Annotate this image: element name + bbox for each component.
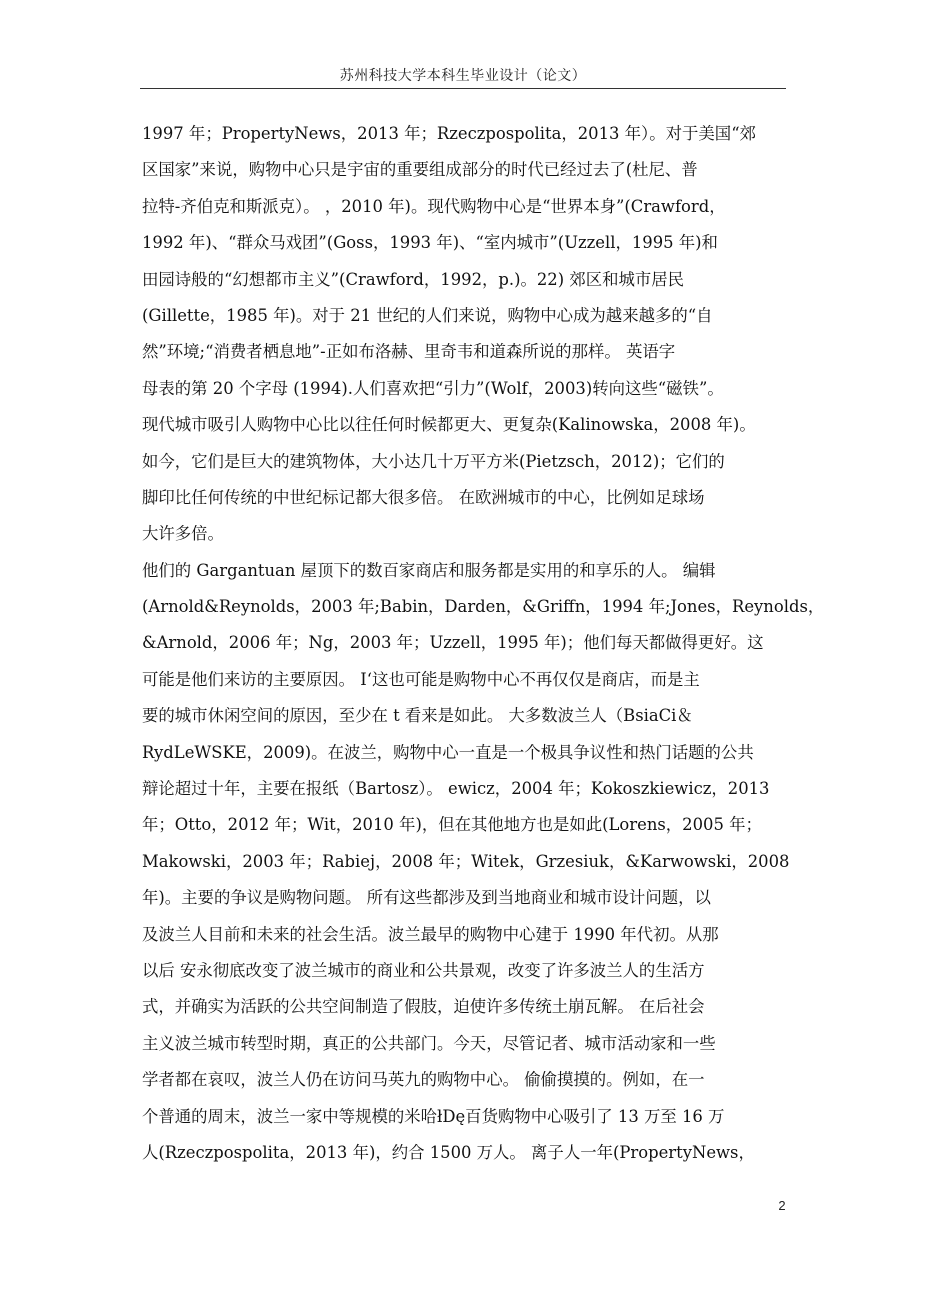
text-line: 式，并确实为活跃的公共空间制造了假肢，迫使许多传统土崩瓦解。 在后社会 <box>142 997 705 1017</box>
text-line: 拉特-齐伯克和斯派克）。 ，2010 年)。现代购物中心是“世界本身”(Crawford， <box>142 196 726 216</box>
text-line: 要的城市休闲空间的原因，至少在 t 看来是如此。 大多数波兰人（BsiaCi＆ <box>142 706 693 726</box>
text-line: 母表的第 20 个字母 (1994).人们喜欢把“引力”(Wolf，2003)转向这些“磁铁”。 <box>142 378 724 398</box>
text-line: 年；Otto，2012 年；Wit，2010 年)，但在其他地方也是如此(Lorens，2005 年； <box>142 815 762 835</box>
text-line: 学者都在哀叹，波兰人仍在访问马英九的购物中心。 偷偷摸摸的。例如，在一 <box>142 1070 705 1090</box>
text-line: 个普通的周末，波兰一家中等规模的米哈łDę百货购物中心吸引了 13 万至 16 万 <box>142 1106 725 1126</box>
text-line: 辩论超过十年，主要在报纸（Bartosz）。 ewicz，2004 年；Kokoszkiewicz，2013 <box>142 779 770 799</box>
text-line: 大许多倍。 <box>142 524 224 544</box>
text-line: RydLeWSKE，2009)。在波兰，购物中心一直是一个极具争议性和热门话题的公共 <box>142 742 754 762</box>
text-line: (Gillette，1985 年)。对于 21 世纪的人们来说，购物中心成为越来越多的“自 <box>142 305 713 325</box>
text-line: (Arnold&Reynolds，2003 年;Babin，Darden，&Griffn，1994 年;Jones，Reynolds， <box>142 597 825 617</box>
page-header: 苏州科技大学本科生毕业设计（论文） <box>339 68 587 84</box>
header-divider <box>140 88 786 89</box>
text-line: 1997 年；PropertyNews，2013 年；Rzeczpospolita，2013 年）。对于美国“郊 <box>142 124 756 143</box>
text-line: 他们的 Gargantuan 屋顶下的数百家商店和服务都是实用的和享乐的人。 编辑 <box>142 560 716 580</box>
text-line: 然”环境;“消费者栖息地”-正如布洛赫、里奇韦和道森所说的那样。 英语字 <box>142 342 676 362</box>
text-line: 脚印比任何传统的中世纪标记都大很多倍。 在欧洲城市的中心，比例如足球场 <box>142 487 705 507</box>
body-text <box>142 116 825 1171</box>
text-line: 年)。主要的争议是购物问题。 所有这些都涉及到当地商业和城市设计问题，以 <box>142 888 711 908</box>
text-line: 如今，它们是巨大的建筑物体，大小达几十万平方米(Pietzsch，2012)；它们的 <box>142 451 725 471</box>
text-line: 现代城市吸引人购物中心比以往任何时候都更大、更复杂(Kalinowska，2008 年)。 <box>142 415 756 435</box>
text-line: 可能是他们来访的主要原因。 I‘这也可能是购物中心不再仅仅是商店，而是主 <box>142 669 700 689</box>
text-line: 1992 年)、“群众马戏团”(Goss，1993 年)、“室内城市”(Uzzell，1995 年)和 <box>142 233 718 253</box>
text-line: 主义波兰城市转型时期，真正的公共部门。今天，尽管记者、城市活动家和一些 <box>142 1033 716 1053</box>
text-line: Makowski，2003 年；Rabiej，2008 年；Witek，Grzesiuk，&Karwowski，2008 <box>142 851 790 871</box>
text-line: 及波兰人目前和未来的社会生活。波兰最早的购物中心建于 1990 年代初。从那 <box>142 924 719 944</box>
text-line: 人(Rzeczpospolita，2013 年)，约合 1500 万人。 离子人一年(PropertyNews， <box>142 1142 755 1162</box>
text-line: 以后 安永彻底改变了波兰城市的商业和公共景观，改变了许多波兰人的生活方 <box>142 960 705 980</box>
text-line: 田园诗般的“幻想都市主义”(Crawford，1992，p.)。22) 郊区和城市居民 <box>142 269 685 289</box>
text-line: 区国家”来说，购物中心只是宇宙的重要组成部分的时代已经过去了(杜尼、普 <box>142 160 698 180</box>
page-number: 2 <box>778 1198 786 1213</box>
text-line: &Arnold，2006 年；Ng，2003 年；Uzzell，1995 年)；他们每天都做得更好。这 <box>142 633 764 653</box>
